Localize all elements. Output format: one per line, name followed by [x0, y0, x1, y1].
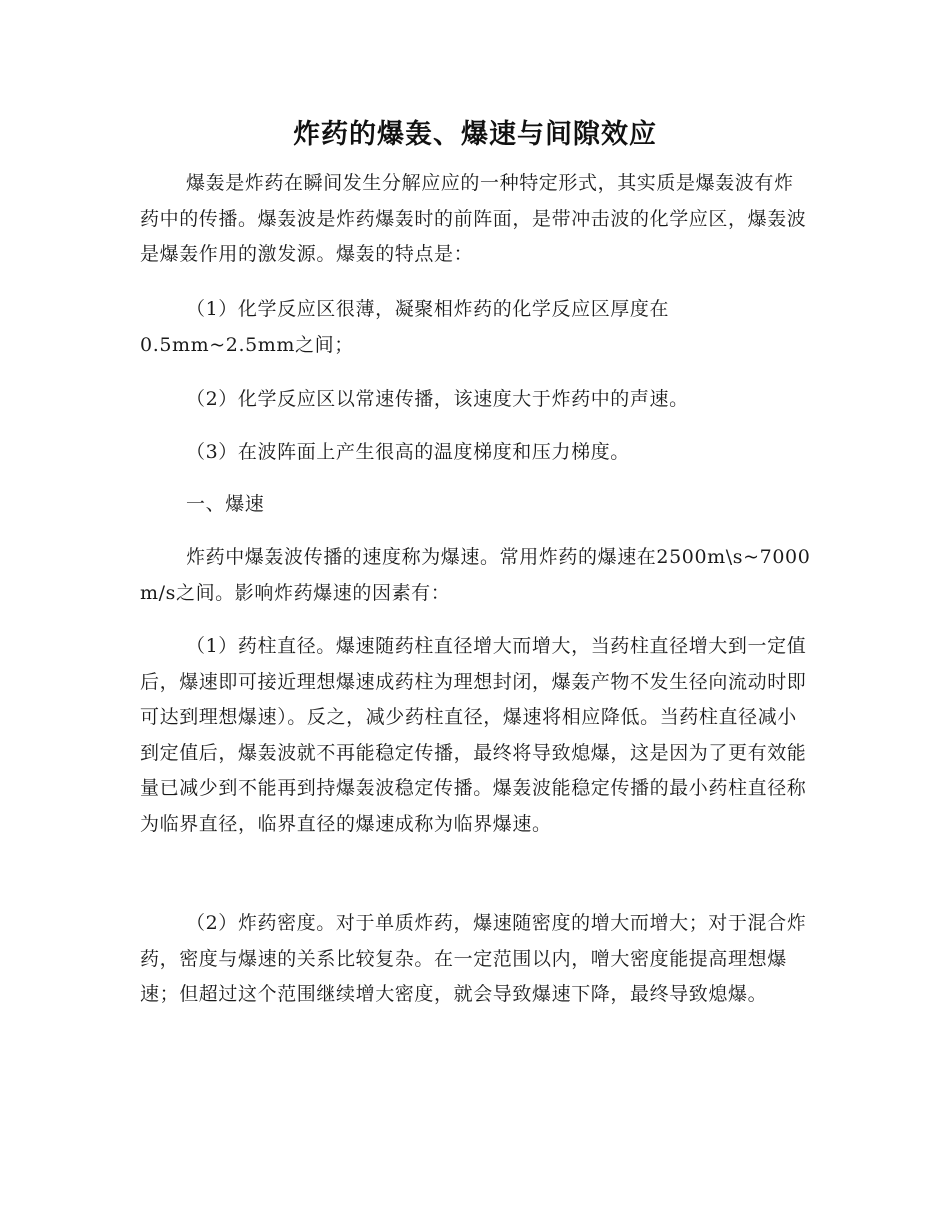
- list-item-density: [140, 906, 812, 1013]
- paragraph-text: （1）药柱直径。爆速随药柱直径增大而增大，当药柱直径增大到一定值后，爆速即可接近理想爆速成药柱为理想封闭，爆轰产物不发生径向流动时即可达到理想爆速）。反之，减少药柱直径，爆速将相应降低。当药柱直径减小到定值后，爆轰波就不再能稳定传播，最终将导致熄爆，这是因为了更有效能量已减少到不能再到持爆轰波稳定传播。爆轰波能稳定传播的最小药柱直径称为临界直径，临界直径的爆速成称为临界爆速。: [140, 635, 807, 835]
- section-heading-text: 一、爆速: [186, 493, 265, 515]
- list-item-text: （1）化学反应区很薄，凝聚相炸药的化学反应区厚度在0.5mm~2.5mm之间；: [140, 298, 670, 356]
- list-item-3: [140, 435, 812, 471]
- list-item-1: [140, 292, 812, 363]
- section-heading: [140, 487, 812, 523]
- paragraph-text: 爆轰是炸药在瞬间发生分解应应的一种特定形式，其实质是爆轰波有炸药中的传播。爆轰波是炸药爆轰时的前阵面，是带冲击波的化学应区，爆轰波是爆轰作用的激发源。爆轰的特点是：: [140, 172, 807, 265]
- list-item-charge-diameter: [140, 629, 812, 842]
- list-item-text: （2）化学反应区以常速传播，该速度大于炸药中的声速。: [186, 388, 689, 410]
- paragraph-intro: [140, 166, 812, 273]
- list-item-text: （3）在波阵面上产生很高的温度梯度和压力梯度。: [186, 441, 630, 463]
- paragraph-text: （2）炸药密度。对于单质炸药，爆速随密度的增大而增大；对于混合炸药，密度与爆速的关系比较复杂。在一定范围以内，噌大密度能提高理想爆速；但超过这个范围继续增大密度，就会导致爆速下降，最终导致熄爆。: [140, 912, 807, 1005]
- paragraph-text: 炸药中爆轰波传播的速度称为爆速。常用炸药的爆速在2500m\s~7000m/s之间。影响炸药爆速的因素有：: [140, 546, 811, 604]
- document-title: 炸药的爆轰、爆速与间隙效应: [293, 119, 657, 150]
- list-item-2: [140, 382, 812, 418]
- paragraph-detonation-velocity: [140, 540, 812, 611]
